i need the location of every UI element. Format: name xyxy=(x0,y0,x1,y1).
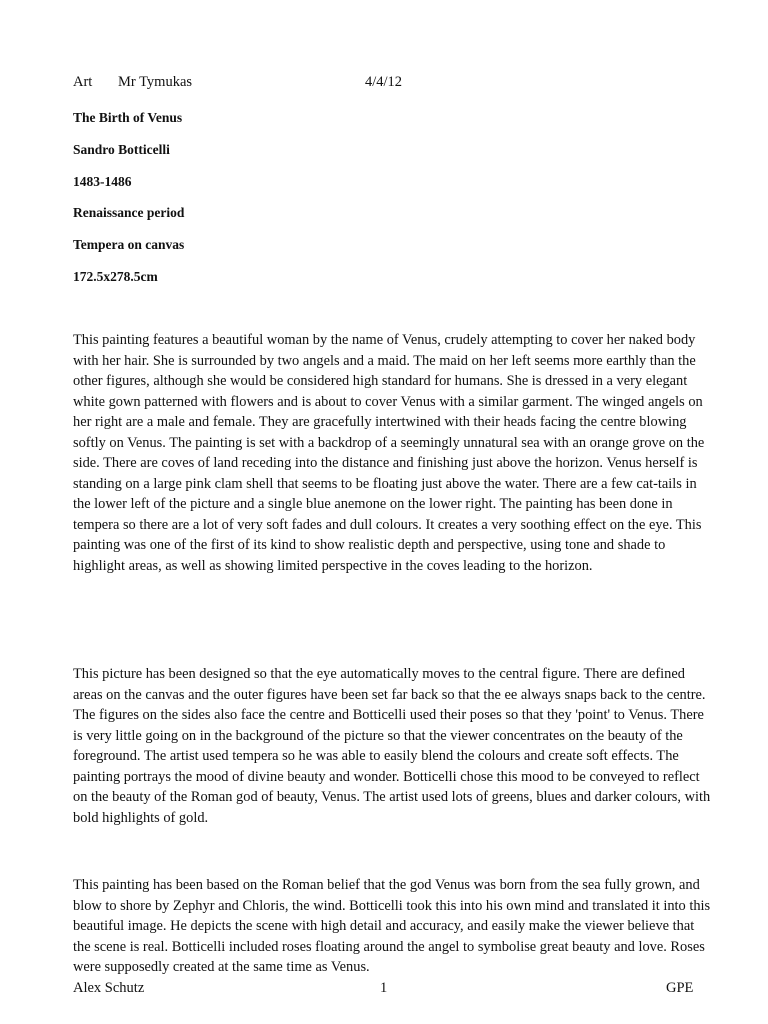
footer-author: Alex Schutz xyxy=(73,980,145,996)
artwork-dimensions: 172.5x278.5cm xyxy=(73,269,158,284)
artist-name: Sandro Botticelli xyxy=(73,142,170,157)
header-date: 4/4/12 xyxy=(365,74,403,90)
artwork-date: 1483-1486 xyxy=(73,174,132,189)
header-subject: Art xyxy=(73,74,93,90)
header-teacher: Mr Tymukas xyxy=(118,74,193,90)
paragraph-composition: This picture has been designed so that the eye automatically moves to the central figure. There are defined areas on the canvas and the outer figures have been set far back so that the ee always snaps back to the centre. The figures on the sides also face the centre and Botticelli used their poses so that they 'point' to Venus. There is very little going on in the background of the picture so that the viewer concentrates on the beauty of the foreground. The artist used tempera so he was able to easily blend the colours and create soft effects. The painting portrays the mood of divine beauty and wonder. Botticelli chose this mood to be conveyed to reflect on the beauty of the Roman god of beauty, Venus. The artist used lots of greens, blues and darker colours, with bold highlights of gold. xyxy=(73,666,711,826)
artwork-medium: Tempera on canvas xyxy=(73,237,185,252)
artwork-title: The Birth of Venus xyxy=(73,110,183,125)
artwork-period: Renaissance period xyxy=(73,205,185,220)
footer-page-number: 1 xyxy=(380,980,388,996)
paragraph-description: This painting features a beautiful woman by the name of Venus, crudely attempting to cover her naked body with her hair. She is surrounded by two angels and a maid. The maid on her left seems more earthly than the other figures, although she would be considered high standard for humans. She is dressed in a very elegant white gown patterned with flowers and is about to cover Venus with a similar garment. The winged angels on her right are a male and female. They are gracefully intertwined with their heads facing the centre blowing softly on Venus. The painting is set with a backdrop of a seemingly unnatural sea with an orange grove on the side. There are coves of land receding into the distance and finishing just above the horizon. Venus herself is standing on a large pink clam shell that seems to be floating just above the water. There are a few cat-tails in the lower left of the picture and a single blue anemone on the lower right. The painting has been done in tempera so there are a lot of very soft fades and dull colours. It creates a very soothing effect on the eye. This painting was one of the first of its kind to show realistic depth and perspective, using tone and shade to highlight areas, as well as showing limited perspective in the coves leading to the horizon. xyxy=(73,332,705,574)
paragraph-context: This painting has been based on the Roman belief that the god Venus was born from the sea fully grown, and blow to shore by Zephyr and Chloris, the wind. Botticelli took this into his own mind and translated it into this beautiful image. He depicts the scene with high detail and accuracy, and easily make the viewer believe that the scene is real. Botticelli included roses floating around the angel to symbolise great beauty and love. Roses were supposedly created at the same time as Venus. xyxy=(73,877,711,975)
footer-code: GPE xyxy=(666,980,694,996)
